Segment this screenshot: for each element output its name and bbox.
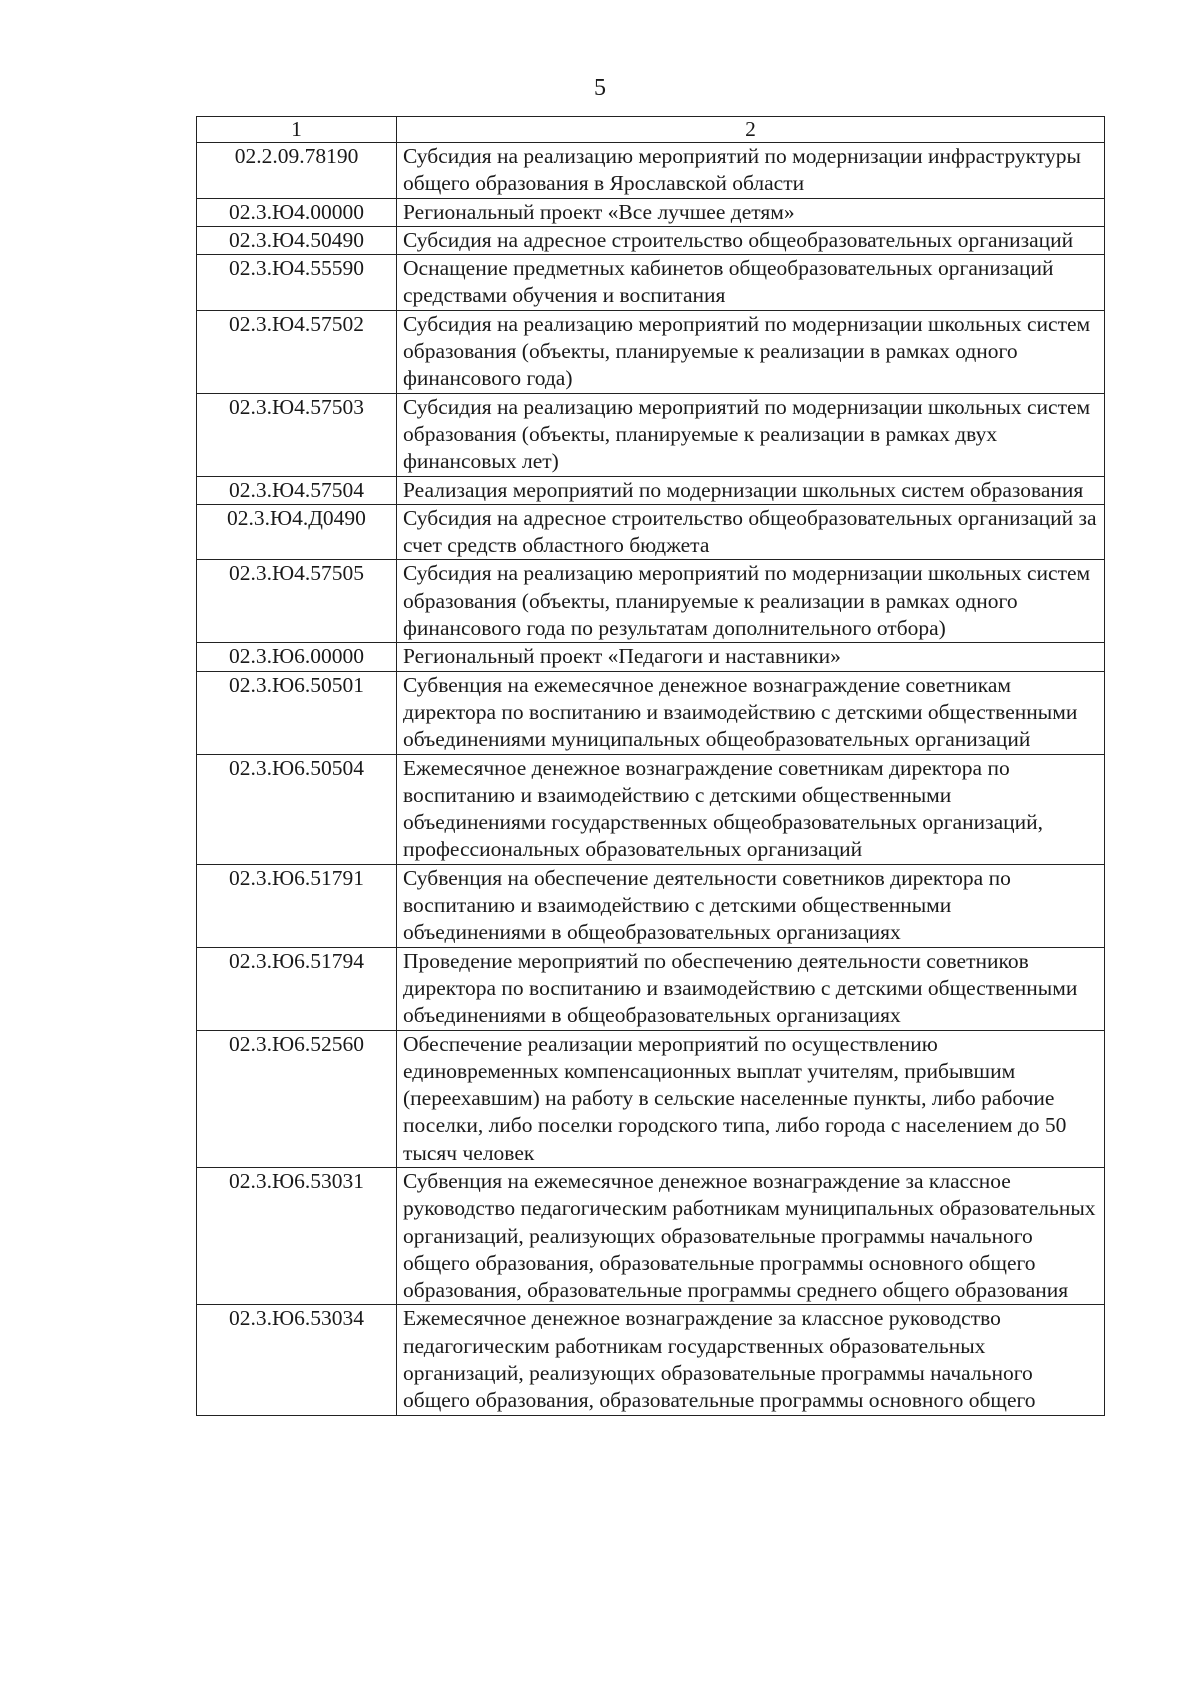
table-row — [197, 504, 1105, 560]
table-row — [197, 864, 1105, 947]
budget-codes-table — [196, 116, 1105, 1416]
row-description: Региональный проект «Педагоги и наставники» — [397, 643, 1105, 671]
table-row — [197, 226, 1105, 254]
row-code: 02.2.09.78190 — [197, 143, 397, 199]
row-code: 02.3.Ю4.57504 — [197, 476, 397, 504]
table-row — [197, 255, 1105, 311]
row-code: 02.3.Ю4.57503 — [197, 393, 397, 476]
row-description: Региональный проект «Все лучшее детям» — [397, 198, 1105, 226]
row-code: 02.3.Ю4.57505 — [197, 560, 397, 643]
table-row — [197, 560, 1105, 643]
table-row — [197, 671, 1105, 754]
row-description: Оснащение предметных кабинетов общеобразовательных организаций средствами обучения и воспитания — [397, 255, 1105, 311]
table-row — [197, 643, 1105, 671]
table-header-row — [197, 117, 1105, 143]
row-description: Субсидия на адресное строительство общеобразовательных организаций за счет средств областного бюджета — [397, 504, 1105, 560]
row-code: 02.3.Ю6.52560 — [197, 1030, 397, 1167]
row-description: Ежемесячное денежное вознаграждение за классное руководство педагогическим работникам государственных образовательных организаций, реализующих образовательные программы начального общего образования, образовательные программы основного общего — [397, 1305, 1105, 1415]
table-row — [197, 1167, 1105, 1304]
row-code: 02.3.Ю4.50490 — [197, 226, 397, 254]
table-row — [197, 947, 1105, 1030]
row-description: Проведение мероприятий по обеспечению деятельности советников директора по воспитанию и взаимодействию с детскими общественными объединениями в общеобразовательных организациях — [397, 947, 1105, 1030]
table-row — [197, 198, 1105, 226]
table-row — [197, 754, 1105, 864]
table-row — [197, 143, 1105, 199]
row-code: 02.3.Ю4.Д0490 — [197, 504, 397, 560]
table-body — [197, 143, 1105, 1416]
table-row — [197, 1030, 1105, 1167]
row-description: Субсидия на адресное строительство общеобразовательных организаций — [397, 226, 1105, 254]
row-description: Субсидия на реализацию мероприятий по модернизации школьных систем образования (объекты, планируемые к реализации в рамках двух финансовых лет) — [397, 393, 1105, 476]
row-code: 02.3.Ю4.00000 — [197, 198, 397, 226]
row-description: Реализация мероприятий по модернизации школьных систем образования — [397, 476, 1105, 504]
table-row — [197, 393, 1105, 476]
row-code: 02.3.Ю6.50504 — [197, 754, 397, 864]
column-header-2: 2 — [397, 117, 1105, 143]
row-code: 02.3.Ю4.57502 — [197, 310, 397, 393]
row-code: 02.3.Ю6.53031 — [197, 1167, 397, 1304]
row-code: 02.3.Ю6.51791 — [197, 864, 397, 947]
column-header-1: 1 — [197, 117, 397, 143]
table-row — [197, 1305, 1105, 1415]
row-code: 02.3.Ю6.00000 — [197, 643, 397, 671]
table-row — [197, 476, 1105, 504]
page-number: 5 — [594, 75, 606, 101]
row-code: 02.3.Ю6.50501 — [197, 671, 397, 754]
row-description: Субсидия на реализацию мероприятий по модернизации школьных систем образования (объекты, планируемые к реализации в рамках одного финансового года по результатам дополнительного отбора) — [397, 560, 1105, 643]
row-description: Субвенция на обеспечение деятельности советников директора по воспитанию и взаимодействию с детскими общественными объединениями в общеобразовательных организациях — [397, 864, 1105, 947]
row-description: Субвенция на ежемесячное денежное вознаграждение за классное руководство педагогическим работникам муниципальных образовательных организаций, реализующих образовательные программы начального общего образования, образовательные программы основного общего образования, образовательные программы среднего общего образования — [397, 1167, 1105, 1304]
row-description: Субвенция на ежемесячное денежное вознаграждение советникам директора по воспитанию и взаимодействию с детскими общественными объединениями муниципальных общеобразовательных организаций — [397, 671, 1105, 754]
row-description: Ежемесячное денежное вознаграждение советникам директора по воспитанию и взаимодействию с детскими общественными объединениями государственных общеобразовательных организаций, профессиональных образовательных организаций — [397, 754, 1105, 864]
row-code: 02.3.Ю4.55590 — [197, 255, 397, 311]
row-code: 02.3.Ю6.53034 — [197, 1305, 397, 1415]
row-description: Обеспечение реализации мероприятий по осуществлению единовременных компенсационных выплат учителям, прибывшим (переехавшим) на работу в сельские населенные пункты, либо рабочие поселки, либо поселки городского типа, либо города с населением до 50 тысяч человек — [397, 1030, 1105, 1167]
row-description: Субсидия на реализацию мероприятий по модернизации школьных систем образования (объекты, планируемые к реализации в рамках одного финансового года) — [397, 310, 1105, 393]
row-code: 02.3.Ю6.51794 — [197, 947, 397, 1030]
table-row — [197, 310, 1105, 393]
row-description: Субсидия на реализацию мероприятий по модернизации инфраструктуры общего образования в Ярославской области — [397, 143, 1105, 199]
